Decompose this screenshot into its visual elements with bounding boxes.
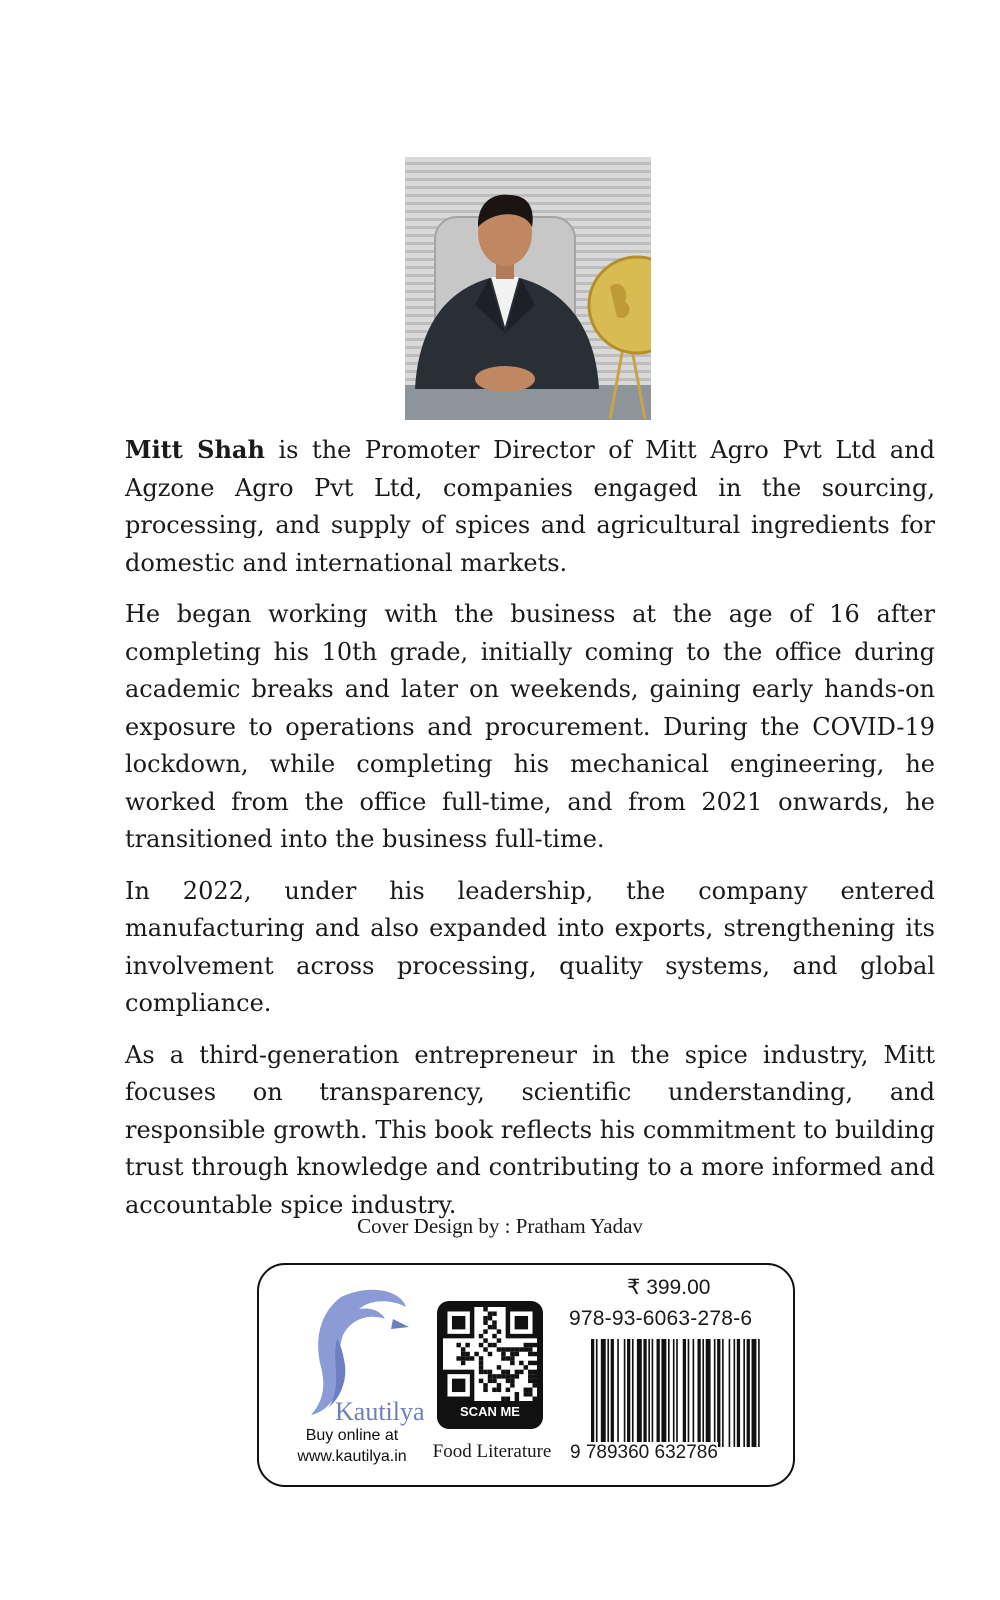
barcode-icon (591, 1339, 763, 1447)
barcode-digits-text: 9 789360 632786 (570, 1442, 718, 1463)
bio-paragraph-2: He began working with the business at the age of 16 after completing his 10th grade, initially coming to the office during academic breaks and later on weekends, gaining early hands-on exposure to operations and procurement. During the COVID-19 lockdown, while completing his mechanical engineering, he worked from the office full-time, and from 2021 onwards, he transitioned into the business full-time. (125, 600, 935, 853)
qr-code-block[interactable] (437, 1301, 543, 1429)
cover-design-credit: Cover Design by : Pratham Yadav (357, 1214, 643, 1238)
isbn: 978-93-6063-278-6 (569, 1307, 753, 1330)
price: ₹ 399.00 (627, 1276, 711, 1299)
barcode-digits (570, 1442, 770, 1464)
scan-me-label: SCAN ME (460, 1404, 520, 1419)
buy-online-label: Buy online at (305, 1427, 399, 1444)
publisher-name: Kautilya (335, 1397, 425, 1426)
author-name: Mitt Shah (125, 435, 265, 464)
author-bio (125, 431, 935, 1238)
kautilya-logo-icon (281, 1279, 425, 1429)
bio-paragraph-4: As a third-generation entrepreneur in the spice industry, Mitt focuses on transparency, scientific understanding, and responsible growth. This book reflects his commitment to building trust through knowledge and contributing to a more informed and accountable spice industry. (125, 1040, 935, 1219)
publisher-website-link[interactable]: www.kautilya.in (297, 1448, 407, 1465)
bio-paragraph-1-text: is the Promoter Director of Mitt Agro Pvt Ltd and Agzone Agro Pvt Ltd, companies engaged in the sourcing, processing, and supply of spices and agricultural ingredients for domestic and international markets. (125, 436, 935, 577)
publisher-info-box (257, 1263, 795, 1487)
genre-label: Food Literature (432, 1441, 552, 1462)
bio-paragraph-3: In 2022, under his leadership, the company entered manufacturing and also expanded into exports, strengthening its involvement across processing, quality systems, and global compliance. (125, 876, 935, 1017)
buy-online-text (277, 1425, 427, 1467)
qr-code-icon (443, 1307, 537, 1401)
author-photo (405, 157, 651, 420)
bio-paragraph-1 (125, 431, 935, 582)
author-photo-illustration (405, 157, 651, 420)
